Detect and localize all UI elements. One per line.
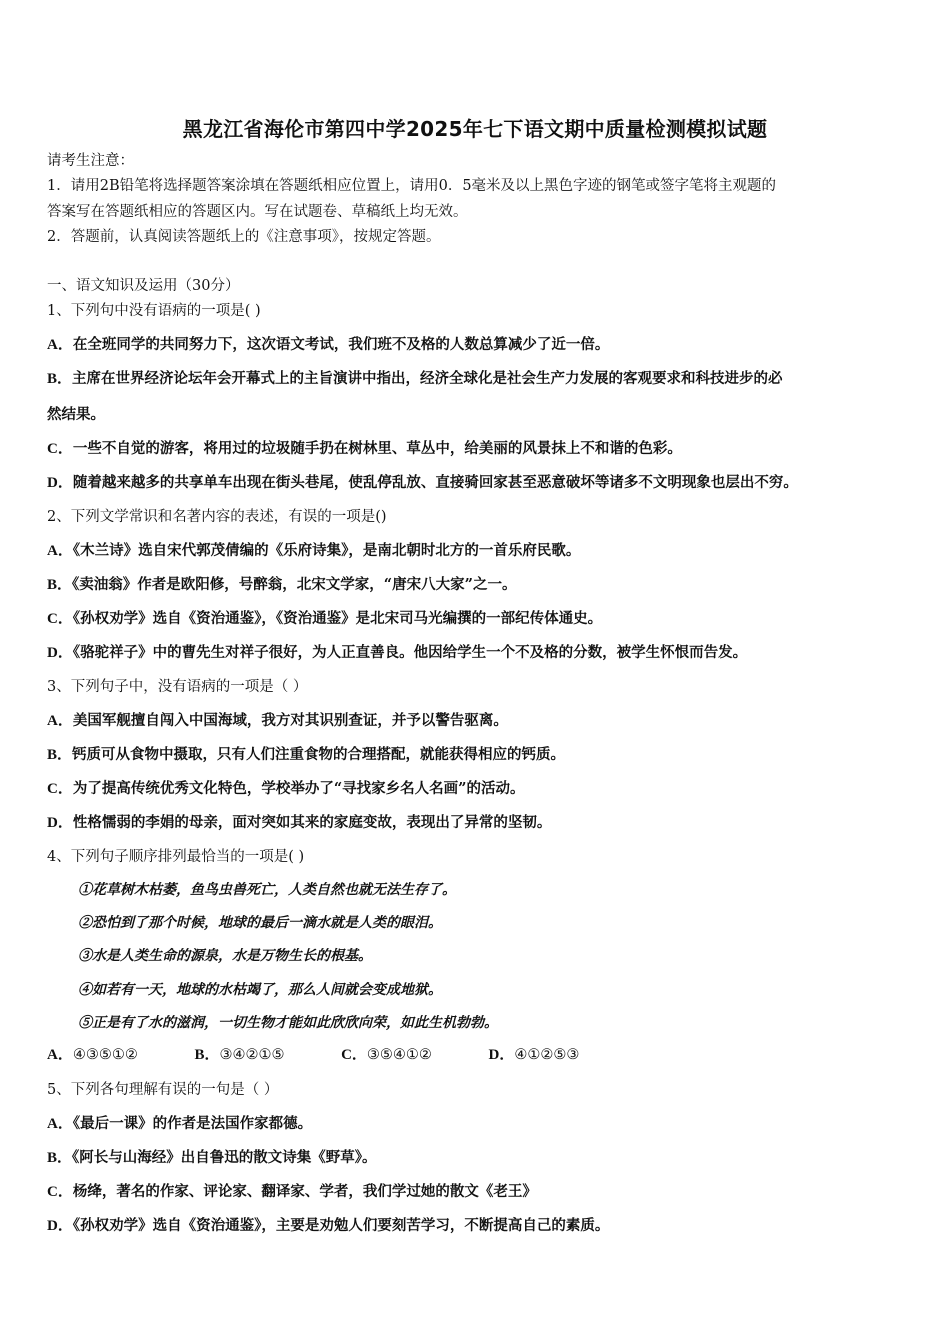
option-text: 《卖油翁》作者是欧阳修，号醉翁，北宋文学家，“唐宋八大家”之一。 [72, 576, 517, 593]
option-label: C． [341, 1047, 367, 1063]
q4-sentence-5: ⑤正是有了水的滋润，一切生物才能如此欣欣向荣，如此生机勃勃。 [78, 1015, 498, 1031]
option-label: A． [47, 1116, 73, 1132]
q1-option-b [47, 369, 927, 389]
notice-item-1-line-2: 答案写在答题纸相应的答题区内。写在试题卷、草稿纸上均无效。 [47, 204, 468, 220]
notice-heading: 请考生注意： [47, 153, 134, 169]
notice-item-1-line-1: 1．请用2B铅笔将选择题答案涂填在答题纸相应位置上，请用0．5毫米及以上黑色字迹的钢笔或签字笔将主观题的 [47, 178, 777, 194]
option-text: 随着越来越多的共享单车出现在街头巷尾，使乱停乱放、直接骑回家甚至恶意破坏等诸多不文明现象也层出不穷。 [72, 474, 798, 491]
q3-option-a [47, 711, 927, 731]
q4-option-b [194, 1045, 284, 1065]
q1-option-c [47, 439, 927, 459]
option-label: B． [47, 1150, 73, 1166]
q4-option-c [341, 1045, 432, 1065]
q4-options-row [47, 1045, 927, 1065]
q3-option-d [47, 813, 927, 833]
q4-sentence-1: ①花草树木枯萎，鱼鸟虫兽死亡，人类自然也就无法生存了。 [78, 882, 456, 898]
q1-option-d [47, 473, 927, 493]
option-text: 性格懦弱的李娟的母亲，面对突如其来的家庭变故，表现出了异常的坚韧。 [72, 814, 552, 831]
q2-stem: 2、下列文学常识和名著内容的表述，有误的一项是() [47, 509, 387, 525]
q4-stem: 4、下列句子顺序排列最恰当的一项是( ) [47, 849, 305, 865]
option-text: 《木兰诗》选自宋代郭茂倩编的《乐府诗集》，是南北朝时北方的一首乐府民歌。 [72, 542, 581, 559]
option-text: ④①②⑤③ [514, 1047, 580, 1063]
q4-option-d [489, 1045, 580, 1065]
option-text: ④③⑤①② [72, 1047, 138, 1063]
option-text: 《阿长与山海经》出自鲁迅的散文诗集《野草》。 [72, 1149, 377, 1166]
q5-option-b [47, 1148, 927, 1168]
option-text: ③⑤④①② [366, 1047, 432, 1063]
option-text: 钙质可从食物中摄取，只有人们注重食物的合理搭配，就能获得相应的钙质。 [72, 746, 566, 763]
q1-stem: 1、下列句中没有语病的一项是( ) [47, 303, 261, 319]
q1-option-a [47, 335, 927, 355]
page-title: 黑龙江省海伦市第四中学2025年七下语文期中质量检测模拟试题 [182, 117, 768, 141]
q5-stem: 5、下列各句理解有误的一句是（ ） [47, 1082, 279, 1098]
q3-stem: 3、下列句子中，没有语病的一项是（ ） [47, 679, 308, 695]
option-text: 《骆驼祥子》中的曹先生对祥子很好，为人正直善良。他因给学生一个不及格的分数，被学生怀恨而告发。 [72, 644, 748, 661]
q4-option-a [47, 1045, 138, 1065]
q4-sentence-4: ④如若有一天，地球的水枯竭了，那么人间就会变成地狱。 [78, 982, 442, 998]
option-label: B． [47, 747, 73, 763]
option-label: A． [47, 543, 73, 559]
section-heading: 一、语文知识及运用（30分） [47, 278, 240, 294]
q2-option-b [47, 575, 927, 595]
option-label: D． [488, 1047, 515, 1063]
option-label: C． [47, 611, 73, 627]
q5-option-c [47, 1182, 927, 1202]
option-text: 杨绛，著名的作家、评论家、翻译家、学者，我们学过她的散文《老王》 [72, 1183, 537, 1200]
option-label: A． [47, 713, 73, 729]
option-label: A． [47, 1047, 73, 1063]
option-text: 一些不自觉的游客，将用过的垃圾随手扔在树林里、草丛中，给美丽的风景抹上不和谐的色彩。 [72, 440, 682, 457]
option-label: D． [47, 1218, 73, 1234]
option-label: B． [47, 371, 73, 387]
option-label: D． [47, 475, 73, 491]
option-text: 《孙权劝学》选自《资治通鉴》，主要是劝勉人们要刻苦学习，不断提高自己的素质。 [72, 1217, 610, 1234]
option-label: B． [194, 1047, 220, 1063]
option-text: 主席在世界经济论坛年会开幕式上的主旨演讲中指出，经济全球化是社会生产力发展的客观要求和科技进步的必 [72, 370, 783, 387]
q2-option-c [47, 609, 927, 629]
option-label: C． [47, 1184, 73, 1200]
q4-sentence-3: ③水是人类生命的源泉，水是万物生长的根基。 [78, 948, 372, 964]
option-text: 为了提高传统优秀文化特色，学校举办了“寻找家乡名人名画”的活动。 [72, 780, 525, 797]
q1-option-b-cont: 然结果。 [47, 406, 105, 423]
option-label: C． [47, 441, 73, 457]
q3-option-b [47, 745, 927, 765]
option-text: ③④②①⑤ [219, 1047, 285, 1063]
q2-option-a [47, 541, 927, 561]
option-label: B． [47, 577, 73, 593]
q4-sentence-2: ②恐怕到了那个时候，地球的最后一滴水就是人类的眼泪。 [78, 915, 442, 931]
option-label: A． [47, 337, 73, 353]
q5-option-a [47, 1114, 927, 1134]
option-text: 《最后一课》的作者是法国作家都德。 [72, 1115, 313, 1132]
option-label: D． [47, 645, 73, 661]
q5-option-d [47, 1216, 927, 1236]
option-text: 美国军舰擅自闯入中国海域，我方对其识别查证，并予以警告驱离。 [72, 712, 508, 729]
q2-option-d [47, 643, 927, 663]
option-text: 《孙权劝学》选自《资治通鉴》，《资治通鉴》是北宋司马光编撰的一部纪传体通史。 [72, 610, 603, 627]
notice-item-2: 2．答题前，认真阅读答题纸上的《注意事项》，按规定答题。 [47, 229, 441, 245]
q3-option-c [47, 779, 927, 799]
option-label: C． [47, 781, 73, 797]
option-text: 在全班同学的共同努力下，这次语文考试，我们班不及格的人数总算减少了近一倍。 [72, 336, 610, 353]
option-label: D． [47, 815, 73, 831]
